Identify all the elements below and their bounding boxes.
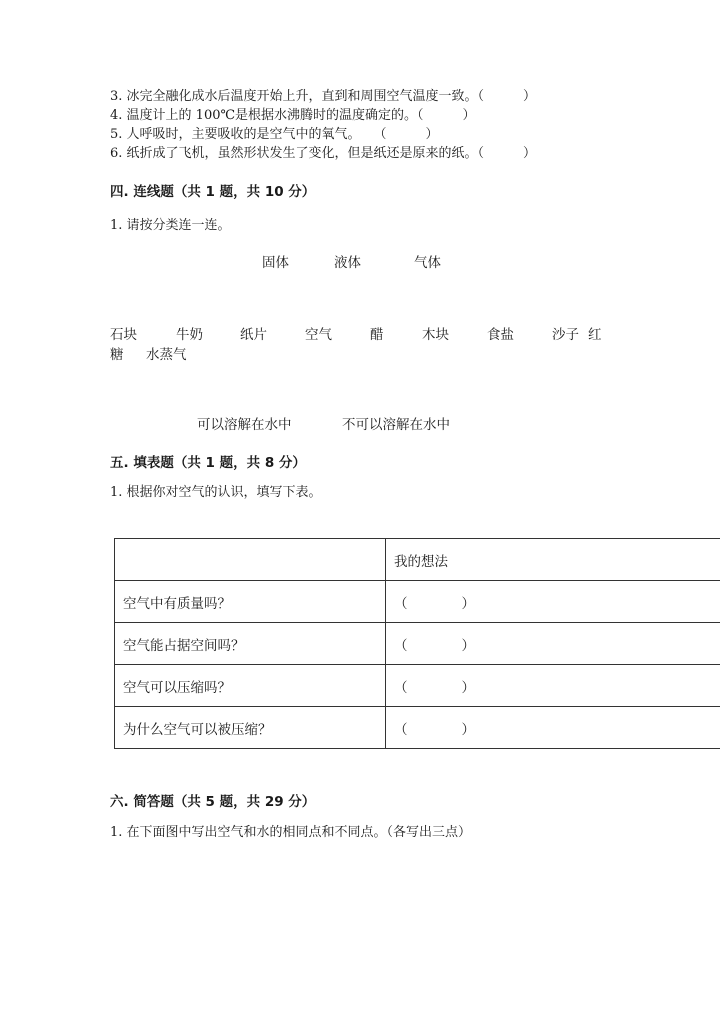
item-vinegar: 醋: [370, 327, 384, 343]
item-milk: 牛奶: [176, 327, 203, 343]
table-question: 空气中有质量吗？: [115, 581, 386, 623]
judgement-item-4: 4. 温度计上的 100℃是根据水沸腾时的温度确定的。（ ）: [110, 108, 476, 123]
category-liquid: 液体: [334, 255, 361, 271]
table-header-my-idea: 我的想法: [386, 539, 720, 581]
category-insoluble: 不可以溶解在水中: [342, 417, 450, 433]
category-soluble: 可以溶解在水中: [197, 417, 292, 433]
answer-blank[interactable]: （ ）: [386, 665, 720, 707]
table-question: 空气能占据空间吗？: [115, 623, 386, 665]
judgement-item-6: 6. 纸折成了飞机，虽然形状发生了变化，但是纸还是原来的纸。（ ）: [110, 146, 537, 161]
item-water-vapor: 水蒸气: [146, 347, 187, 363]
judgement-item-3: 3. 冰完全融化成水后温度开始上升，直到和周围空气温度一致。（ ）: [110, 89, 537, 104]
answer-blank[interactable]: （ ）: [386, 707, 720, 749]
category-gas: 气体: [414, 255, 441, 271]
item-air: 空气: [305, 327, 332, 343]
section-6-heading: 六. 简答题（共 5 题，共 29 分）: [110, 794, 316, 810]
air-knowledge-table: [114, 538, 720, 749]
answer-blank[interactable]: （ ）: [386, 623, 720, 665]
item-salt: 食盐: [487, 327, 514, 343]
answer-blank[interactable]: （ ）: [386, 581, 720, 623]
table-row: [115, 623, 720, 665]
section-4-question: 1. 请按分类连一连。: [110, 218, 231, 233]
section-6-question: 1. 在下面图中写出空气和水的相同点和不同点。（各写出三点）: [110, 825, 472, 840]
section-5-question: 1. 根据你对空气的认识，填写下表。: [110, 485, 322, 500]
table-row: [115, 707, 720, 749]
judgement-item-5: 5. 人呼吸时，主要吸收的是空气中的氧气。 （ ）: [110, 127, 439, 142]
item-paper: 纸片: [240, 327, 267, 343]
item-wood: 木块: [422, 327, 449, 343]
category-solid: 固体: [262, 255, 289, 271]
table-question: 为什么空气可以被压缩？: [115, 707, 386, 749]
table-header-empty: [115, 539, 386, 581]
section-4-heading: 四. 连线题（共 1 题，共 10 分）: [110, 184, 316, 200]
item-sugar-part2: 糖: [110, 347, 124, 363]
item-stone: 石块: [110, 327, 137, 343]
item-sand: 沙子: [552, 327, 579, 343]
section-5-heading: 五. 填表题（共 1 题，共 8 分）: [110, 455, 306, 471]
item-sugar-part1: 红: [588, 327, 602, 343]
table-row: [115, 665, 720, 707]
table-header-row: [115, 539, 720, 581]
table-row: [115, 581, 720, 623]
table-question: 空气可以压缩吗？: [115, 665, 386, 707]
